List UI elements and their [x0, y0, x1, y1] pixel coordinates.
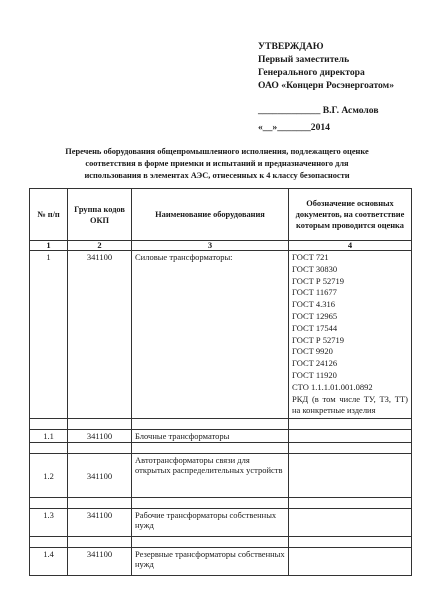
- row-num: 1.3: [30, 509, 68, 537]
- row-okp: 341100: [68, 509, 132, 537]
- doc-item: ГОСТ 4.316: [292, 299, 336, 310]
- row-name: Рабочие трансформаторы собственных нужд: [132, 509, 289, 537]
- table-row: [30, 251, 412, 419]
- row-name: Автотрансформаторы связи для открытых распределительных устройств: [132, 454, 289, 498]
- doc-item: СТО 1.1.1.01.001.0892: [292, 381, 373, 392]
- table-row: [30, 454, 412, 498]
- doc-item: ГОСТ 11677: [292, 287, 337, 298]
- doc-note: РКД (в том числе ТУ, ТЗ, ТТ) на конкретные изделия: [292, 393, 408, 416]
- approval-signature: _____________ В.Г. Асмолов: [258, 105, 379, 116]
- approval-block: [258, 40, 418, 134]
- approval-position: Первый заместитель: [258, 54, 350, 65]
- header-name: Наименование оборудования: [132, 189, 289, 241]
- table-row: [30, 430, 412, 443]
- column-number: 4: [289, 241, 412, 251]
- column-number-row: [30, 241, 412, 251]
- table-spacer-row: [30, 443, 412, 454]
- title-line: соответствия в форме приемки и испытаний и предназначенного для: [85, 159, 349, 168]
- row-name: Силовые трансформаторы:: [132, 251, 289, 419]
- row-okp: 341100: [68, 454, 132, 498]
- table-spacer-row: [30, 537, 412, 548]
- title-line: Перечень оборудования общепромышленного исполнения, подлежащего оценке: [65, 147, 369, 156]
- document-title: [22, 146, 412, 182]
- column-number: 2: [68, 241, 132, 251]
- equipment-table: [29, 188, 412, 576]
- doc-item: ГОСТ 30830: [292, 263, 338, 274]
- approval-heading: УТВЕРЖДАЮ: [258, 41, 324, 52]
- row-okp: 341100: [68, 251, 132, 419]
- table-row: [30, 548, 412, 576]
- doc-item: ГОСТ Р 52719: [292, 334, 345, 345]
- doc-item: ГОСТ 12965: [292, 310, 338, 321]
- table-row: [30, 509, 412, 537]
- title-line: использования в элементах АЭС, отнесенных к 4 классу безопасности: [84, 171, 350, 180]
- row-name: Блочные трансформаторы: [132, 430, 289, 443]
- row-num: 1: [30, 251, 68, 419]
- doc-item: ГОСТ 9920: [292, 346, 333, 357]
- doc-item: ГОСТ Р 52719: [292, 275, 345, 286]
- doc-item: ГОСТ 17544: [292, 322, 338, 333]
- doc-item: ГОСТ 721: [292, 252, 329, 262]
- approval-position-2: Генерального директора: [258, 67, 365, 78]
- header-docs: Обозначение основных документов, на соответствие которым проводится оценка: [289, 189, 412, 241]
- column-number: 3: [132, 241, 289, 251]
- table-spacer-row: [30, 419, 412, 430]
- header-num: № п/п: [30, 189, 68, 241]
- table-spacer-row: [30, 498, 412, 509]
- row-name: Резервные трансформаторы собственных нужд: [132, 548, 289, 576]
- approval-date: «__»_______2014: [258, 122, 330, 133]
- column-number: 1: [30, 241, 68, 251]
- doc-item: ГОСТ 11920: [292, 369, 337, 380]
- row-docs: [289, 251, 412, 419]
- header-okp: Группа кодов ОКП: [68, 189, 132, 241]
- row-okp: 341100: [68, 548, 132, 576]
- doc-item: ГОСТ 24126: [292, 358, 338, 369]
- row-num: 1.1: [30, 430, 68, 443]
- row-num: 1.4: [30, 548, 68, 576]
- table-header-row: [30, 189, 412, 241]
- row-okp: 341100: [68, 430, 132, 443]
- approval-organization: ОАО «Концерн Росэнергоатом»: [258, 80, 394, 91]
- row-num: 1.2: [30, 454, 68, 498]
